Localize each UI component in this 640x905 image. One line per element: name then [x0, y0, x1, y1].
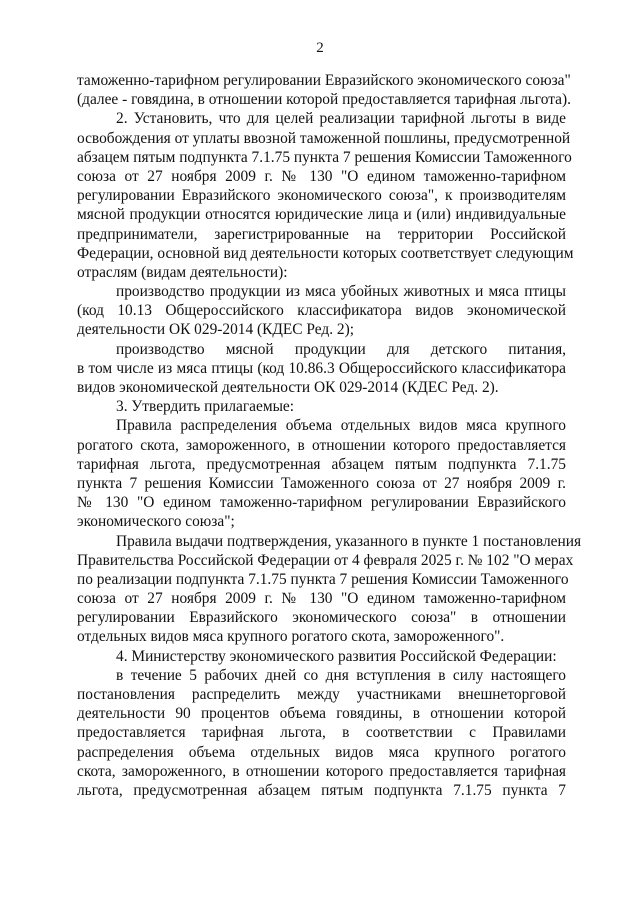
text-line: 3. Утвердить прилагаемые: [116, 398, 295, 416]
text-line: видов экономической деятельности ОК 029-2014 (КДЕС Ред. 2). [77, 379, 499, 396]
text-line: постановления распределить между участниками внешнеторговой [77, 686, 566, 703]
text-line: скота, замороженного, в отношении которого предоставляется тарифная [77, 762, 566, 780]
text-line: союза от 27 ноября 2009 г. № 130 "О едином таможенно-тарифном [77, 167, 566, 185]
document-body [77, 71, 582, 800]
text-line: Правительства Российской Федерации от 4 февраля 2025 г. № 102 "О мерах [77, 551, 574, 569]
text-line: в течение 5 рабочих дней со дня вступления в силу настоящего [116, 666, 566, 684]
text-line: № 130 "О едином таможенно-тарифном регулировании Евразийского [77, 494, 566, 512]
text-line: союза от 27 ноября 2009 г. № 130 "О едином таможенно-тарифном [77, 590, 566, 608]
text-line: деятельности ОК 029-2014 (КДЕС Ред. 2); [77, 321, 355, 339]
text-line: таможенно-тарифном регулировании Евразийского экономического союза" [77, 72, 571, 89]
text-line: тарифная льгота, предусмотренная абзацем пятым подпункта 7.1.75 [77, 455, 566, 473]
page-number: 2 [316, 40, 324, 56]
text-line: регулировании Евразийского экономического союза", к производителям [77, 187, 566, 205]
text-line: производство продукции из мяса убойных животных и мяса птицы [116, 283, 566, 301]
text-line: Правила распределения объема отдельных видов мяса крупного [116, 417, 566, 435]
text-line: производство мясной продукции для детского питания, [116, 340, 566, 358]
text-line: отдельных видов мяса крупного рогатого скота, замороженного". [77, 628, 505, 646]
text-line: экономического союза"; [77, 513, 235, 531]
text-line: предприниматели, зарегистрированные на территории Российской [77, 225, 566, 243]
text-line: 2. Установить, что для целей реализации тарифной льготы в виде [116, 110, 566, 128]
text-line: распределения объема отдельных видов мяса крупного рогатого [77, 743, 566, 761]
text-line: предоставляется тарифная льгота, в соответствии с Правилами [77, 724, 566, 742]
text-line: мясной продукции относятся юридические лица и (или) индивидуальные [77, 206, 566, 224]
text-line: (далее - говядина, в отношении которой предоставляется тарифная льгота). [77, 91, 571, 109]
text-line: пункта 7 решения Комиссии Таможенного союза от 27 ноября 2009 г. [77, 474, 566, 492]
text-line: льгота, предусмотренная абзацем пятым подпункта 7.1.75 пункта 7 [77, 781, 566, 799]
text-line: отраслям (видам деятельности): [77, 263, 288, 281]
text-line: Правила выдачи подтверждения, указанного в пункте 1 постановления [116, 532, 582, 550]
text-line: 4. Министерству экономического развития Российской Федерации: [116, 647, 557, 665]
text-line: деятельности 90 процентов объема говядины, в отношении которой [77, 705, 566, 723]
text-line: в том числе из мяса птицы (код 10.86.3 Общероссийского классификатора [77, 359, 566, 377]
text-line: по реализации подпункта 7.1.75 пункта 7 решения Комиссии Таможенного [77, 570, 569, 588]
text-line: регулировании Евразийского экономического союза" в отношении [77, 609, 566, 627]
text-line: абзацем пятым подпункта 7.1.75 пункта 7 решения Комиссии Таможенного [77, 148, 572, 166]
text-line: рогатого скота, замороженного, в отношении которого предоставляется [77, 436, 566, 454]
text-line: освобождения от уплаты ввозной таможенной пошлины, предусмотренной [77, 129, 571, 147]
text-line: Федерации, основной вид деятельности которых соответствует следующим [77, 244, 574, 262]
text-line: (код 10.13 Общероссийского классификатора видов экономической [77, 302, 566, 320]
